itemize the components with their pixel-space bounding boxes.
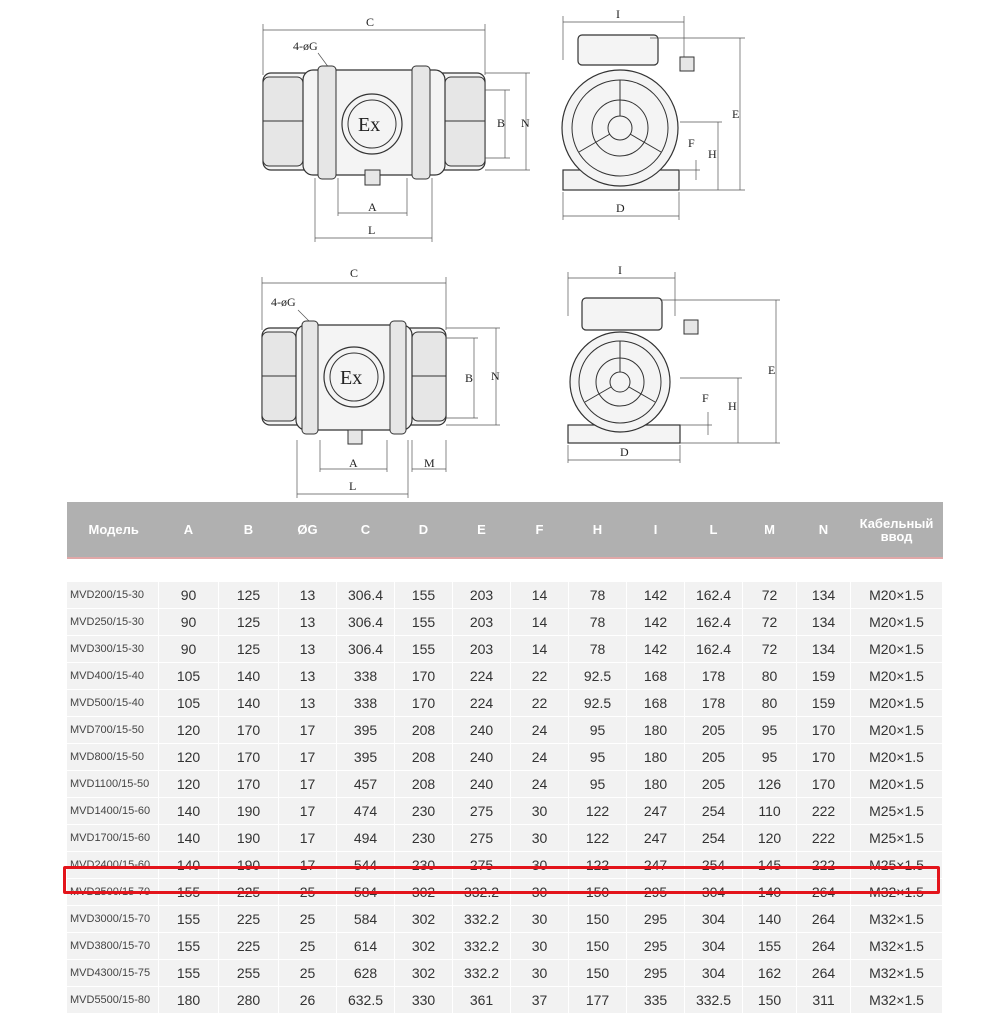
value-cell: 180 xyxy=(627,717,685,744)
model-cell: MVD3000/15-70 xyxy=(67,906,159,933)
value-cell: 92.5 xyxy=(569,663,627,690)
value-cell: 24 xyxy=(511,744,569,771)
table-row xyxy=(67,933,943,960)
table-spacer xyxy=(67,558,943,582)
table-row xyxy=(67,690,943,717)
value-cell: 254 xyxy=(685,852,743,879)
value-cell: 628 xyxy=(337,960,395,987)
table-row xyxy=(67,717,943,744)
value-cell: 208 xyxy=(395,744,453,771)
value-cell: 140 xyxy=(743,879,797,906)
value-cell: 295 xyxy=(627,906,685,933)
value-cell: 13 xyxy=(279,636,337,663)
value-cell: 150 xyxy=(569,933,627,960)
model-cell: MVD300/15-30 xyxy=(67,636,159,663)
value-cell: 17 xyxy=(279,852,337,879)
value-cell: 240 xyxy=(453,744,511,771)
value-cell: 162.4 xyxy=(685,582,743,609)
dim-label-e: E xyxy=(732,107,740,121)
header-cell: I xyxy=(627,502,685,558)
value-cell: M25×1.5 xyxy=(851,825,943,852)
table-row xyxy=(67,582,943,609)
value-cell: 295 xyxy=(627,879,685,906)
model-cell: MVD700/15-50 xyxy=(67,717,159,744)
value-cell: 30 xyxy=(511,825,569,852)
value-cell: 247 xyxy=(627,825,685,852)
header-cell: M xyxy=(743,502,797,558)
value-cell: 17 xyxy=(279,798,337,825)
value-cell: 105 xyxy=(159,690,219,717)
value-cell: 25 xyxy=(279,879,337,906)
dim-label-l: L xyxy=(349,479,357,493)
value-cell: 230 xyxy=(395,798,453,825)
value-cell: 208 xyxy=(395,717,453,744)
ex-marking-bottom: Ex xyxy=(340,367,363,389)
header-cell: Модель xyxy=(67,502,159,558)
model-cell: MVD1700/15-60 xyxy=(67,825,159,852)
value-cell: 332.5 xyxy=(685,987,743,1014)
value-cell: 332.2 xyxy=(453,933,511,960)
side-view-bottom xyxy=(568,263,780,463)
value-cell: 140 xyxy=(159,825,219,852)
dim-label-a: A xyxy=(368,200,377,214)
value-cell: 13 xyxy=(279,582,337,609)
value-cell: 264 xyxy=(797,906,851,933)
table-row xyxy=(67,798,943,825)
value-cell: 142 xyxy=(627,636,685,663)
value-cell: 125 xyxy=(219,636,279,663)
value-cell: 240 xyxy=(453,771,511,798)
value-cell: 155 xyxy=(395,636,453,663)
value-cell: 155 xyxy=(743,933,797,960)
model-cell: MVD1400/15-60 xyxy=(67,798,159,825)
value-cell: 280 xyxy=(219,987,279,1014)
value-cell: 72 xyxy=(743,582,797,609)
value-cell: 26 xyxy=(279,987,337,1014)
value-cell: M32×1.5 xyxy=(851,906,943,933)
value-cell: 264 xyxy=(797,933,851,960)
value-cell: 225 xyxy=(219,933,279,960)
value-cell: 13 xyxy=(279,663,337,690)
value-cell: 240 xyxy=(453,717,511,744)
value-cell: 168 xyxy=(627,690,685,717)
table-header-row xyxy=(67,502,943,558)
value-cell: 95 xyxy=(569,771,627,798)
header-cell: H xyxy=(569,502,627,558)
value-cell: 14 xyxy=(511,609,569,636)
value-cell: 37 xyxy=(511,987,569,1014)
value-cell: 338 xyxy=(337,690,395,717)
model-cell: MVD2400/15-60 xyxy=(67,852,159,879)
value-cell: 203 xyxy=(453,582,511,609)
table-row xyxy=(67,825,943,852)
table-row xyxy=(67,771,943,798)
value-cell: 395 xyxy=(337,744,395,771)
value-cell: 25 xyxy=(279,906,337,933)
value-cell: 142 xyxy=(627,609,685,636)
dim-label-d: D xyxy=(616,201,625,215)
value-cell: 30 xyxy=(511,879,569,906)
value-cell: 170 xyxy=(219,744,279,771)
value-cell: 306.4 xyxy=(337,582,395,609)
value-cell: 150 xyxy=(743,987,797,1014)
table-row xyxy=(67,906,943,933)
header-cell: F xyxy=(511,502,569,558)
value-cell: 122 xyxy=(569,798,627,825)
header-cell: E xyxy=(453,502,511,558)
value-cell: 142 xyxy=(627,582,685,609)
header-cell: N xyxy=(797,502,851,558)
dim-label-i: I xyxy=(618,263,622,277)
value-cell: 224 xyxy=(453,663,511,690)
value-cell: 205 xyxy=(685,717,743,744)
value-cell: 25 xyxy=(279,960,337,987)
value-cell: 295 xyxy=(627,960,685,987)
dim-label-i: I xyxy=(616,7,620,21)
value-cell: 304 xyxy=(685,879,743,906)
value-cell: 162.4 xyxy=(685,609,743,636)
value-cell: 140 xyxy=(219,663,279,690)
dim-label-n: N xyxy=(491,369,500,383)
value-cell: 120 xyxy=(743,825,797,852)
value-cell: 22 xyxy=(511,690,569,717)
value-cell: 122 xyxy=(569,825,627,852)
value-cell: 134 xyxy=(797,582,851,609)
value-cell: 304 xyxy=(685,906,743,933)
value-cell: 335 xyxy=(627,987,685,1014)
value-cell: 203 xyxy=(453,636,511,663)
value-cell: M20×1.5 xyxy=(851,717,943,744)
value-cell: 632.5 xyxy=(337,987,395,1014)
value-cell: 30 xyxy=(511,933,569,960)
value-cell: 180 xyxy=(627,744,685,771)
value-cell: 14 xyxy=(511,582,569,609)
value-cell: 134 xyxy=(797,609,851,636)
value-cell: 254 xyxy=(685,798,743,825)
value-cell: M20×1.5 xyxy=(851,636,943,663)
value-cell: M32×1.5 xyxy=(851,987,943,1014)
model-cell: MVD4300/15-75 xyxy=(67,960,159,987)
value-cell: M32×1.5 xyxy=(851,933,943,960)
table-row xyxy=(67,636,943,663)
value-cell: M32×1.5 xyxy=(851,879,943,906)
value-cell: 30 xyxy=(511,852,569,879)
table-row xyxy=(67,852,943,879)
value-cell: 544 xyxy=(337,852,395,879)
value-cell: M20×1.5 xyxy=(851,771,943,798)
value-cell: 140 xyxy=(159,798,219,825)
value-cell: 180 xyxy=(627,771,685,798)
dim-label-e: E xyxy=(768,363,776,377)
value-cell: 22 xyxy=(511,663,569,690)
value-cell: M25×1.5 xyxy=(851,852,943,879)
value-cell: 255 xyxy=(219,960,279,987)
value-cell: 155 xyxy=(159,906,219,933)
value-cell: 614 xyxy=(337,933,395,960)
value-cell: 205 xyxy=(685,771,743,798)
value-cell: 170 xyxy=(797,744,851,771)
value-cell: 155 xyxy=(395,609,453,636)
value-cell: 120 xyxy=(159,717,219,744)
value-cell: 190 xyxy=(219,852,279,879)
value-cell: 155 xyxy=(159,933,219,960)
value-cell: 330 xyxy=(395,987,453,1014)
value-cell: 14 xyxy=(511,636,569,663)
dim-label-a: A xyxy=(349,456,358,470)
value-cell: 150 xyxy=(569,879,627,906)
model-cell: MVD3800/15-70 xyxy=(67,933,159,960)
table-row xyxy=(67,960,943,987)
value-cell: 332.2 xyxy=(453,906,511,933)
table-body xyxy=(67,558,943,1014)
value-cell: 170 xyxy=(797,771,851,798)
value-cell: 332.2 xyxy=(453,960,511,987)
value-cell: M20×1.5 xyxy=(851,663,943,690)
value-cell: 140 xyxy=(219,690,279,717)
value-cell: 78 xyxy=(569,636,627,663)
value-cell: 168 xyxy=(627,663,685,690)
value-cell: 13 xyxy=(279,690,337,717)
value-cell: 122 xyxy=(569,852,627,879)
value-cell: 95 xyxy=(743,744,797,771)
value-cell: 17 xyxy=(279,771,337,798)
value-cell: 150 xyxy=(569,906,627,933)
value-cell: 361 xyxy=(453,987,511,1014)
value-cell: M32×1.5 xyxy=(851,960,943,987)
model-cell: MVD800/15-50 xyxy=(67,744,159,771)
value-cell: 222 xyxy=(797,825,851,852)
dim-label-m: M xyxy=(424,456,435,470)
value-cell: 230 xyxy=(395,852,453,879)
value-cell: 170 xyxy=(797,717,851,744)
value-cell: 30 xyxy=(511,798,569,825)
value-cell: 224 xyxy=(453,690,511,717)
model-cell: MVD5500/15-80 xyxy=(67,987,159,1014)
value-cell: M20×1.5 xyxy=(851,582,943,609)
value-cell: 177 xyxy=(569,987,627,1014)
value-cell: 222 xyxy=(797,798,851,825)
side-view-top xyxy=(562,7,745,220)
value-cell: 247 xyxy=(627,798,685,825)
value-cell: 225 xyxy=(219,906,279,933)
value-cell: 295 xyxy=(627,933,685,960)
dim-label-b: B xyxy=(465,371,474,385)
value-cell: 584 xyxy=(337,906,395,933)
value-cell: 120 xyxy=(159,744,219,771)
value-cell: 304 xyxy=(685,960,743,987)
value-cell: 155 xyxy=(159,960,219,987)
dim-label-c: C xyxy=(350,266,359,280)
value-cell: 170 xyxy=(219,717,279,744)
value-cell: 203 xyxy=(453,609,511,636)
dim-label-c: C xyxy=(366,15,375,29)
table-row xyxy=(67,744,943,771)
value-cell: M25×1.5 xyxy=(851,798,943,825)
value-cell: 306.4 xyxy=(337,636,395,663)
value-cell: 125 xyxy=(219,609,279,636)
value-cell: 180 xyxy=(159,987,219,1014)
value-cell: 304 xyxy=(685,933,743,960)
table-row xyxy=(67,609,943,636)
value-cell: 140 xyxy=(159,852,219,879)
value-cell: 311 xyxy=(797,987,851,1014)
model-cell: MVD1100/15-50 xyxy=(67,771,159,798)
value-cell: 208 xyxy=(395,771,453,798)
value-cell: 170 xyxy=(395,690,453,717)
value-cell: 190 xyxy=(219,825,279,852)
value-cell: 13 xyxy=(279,609,337,636)
technical-drawings xyxy=(0,0,1000,500)
value-cell: 494 xyxy=(337,825,395,852)
value-cell: 264 xyxy=(797,960,851,987)
value-cell: 474 xyxy=(337,798,395,825)
value-cell: 155 xyxy=(159,879,219,906)
value-cell: 170 xyxy=(219,771,279,798)
value-cell: 162.4 xyxy=(685,636,743,663)
value-cell: 275 xyxy=(453,825,511,852)
value-cell: 150 xyxy=(569,960,627,987)
header-cell: D xyxy=(395,502,453,558)
value-cell: M20×1.5 xyxy=(851,690,943,717)
dim-label-h: H xyxy=(708,147,717,161)
value-cell: 126 xyxy=(743,771,797,798)
dim-label-n: N xyxy=(521,116,530,130)
front-view-top xyxy=(263,15,530,242)
value-cell: 306.4 xyxy=(337,609,395,636)
value-cell: 120 xyxy=(159,771,219,798)
value-cell: 170 xyxy=(395,663,453,690)
value-cell: 275 xyxy=(453,798,511,825)
header-cell: L xyxy=(685,502,743,558)
value-cell: 145 xyxy=(743,852,797,879)
value-cell: 302 xyxy=(395,960,453,987)
value-cell: 395 xyxy=(337,717,395,744)
value-cell: 205 xyxy=(685,744,743,771)
value-cell: 17 xyxy=(279,825,337,852)
value-cell: 457 xyxy=(337,771,395,798)
dim-label-g: 4-øG xyxy=(293,39,318,53)
header-cell: A xyxy=(159,502,219,558)
value-cell: 155 xyxy=(395,582,453,609)
value-cell: 302 xyxy=(395,879,453,906)
header-cell: C xyxy=(337,502,395,558)
value-cell: 584 xyxy=(337,879,395,906)
value-cell: 80 xyxy=(743,690,797,717)
value-cell: 275 xyxy=(453,852,511,879)
value-cell: 190 xyxy=(219,798,279,825)
value-cell: 78 xyxy=(569,609,627,636)
value-cell: 134 xyxy=(797,636,851,663)
value-cell: 80 xyxy=(743,663,797,690)
value-cell: 332.2 xyxy=(453,879,511,906)
dim-label-g: 4-øG xyxy=(271,295,296,309)
value-cell: 90 xyxy=(159,582,219,609)
table-row xyxy=(67,879,943,906)
value-cell: 30 xyxy=(511,960,569,987)
ex-marking-top: Ex xyxy=(358,114,381,136)
value-cell: M20×1.5 xyxy=(851,744,943,771)
value-cell: 105 xyxy=(159,663,219,690)
header-cell: Кабельный ввод xyxy=(851,502,943,558)
value-cell: 92.5 xyxy=(569,690,627,717)
dim-label-l: L xyxy=(368,223,376,237)
model-cell: MVD250/15-30 xyxy=(67,609,159,636)
value-cell: 95 xyxy=(569,717,627,744)
value-cell: M20×1.5 xyxy=(851,609,943,636)
value-cell: 178 xyxy=(685,690,743,717)
header-cell: B xyxy=(219,502,279,558)
model-cell: MVD200/15-30 xyxy=(67,582,159,609)
value-cell: 264 xyxy=(797,879,851,906)
value-cell: 72 xyxy=(743,636,797,663)
model-cell: MVD2500/15-70 xyxy=(67,879,159,906)
value-cell: 254 xyxy=(685,825,743,852)
table-row xyxy=(67,987,943,1014)
value-cell: 17 xyxy=(279,744,337,771)
value-cell: 302 xyxy=(395,906,453,933)
value-cell: 225 xyxy=(219,879,279,906)
value-cell: 125 xyxy=(219,582,279,609)
value-cell: 247 xyxy=(627,852,685,879)
value-cell: 78 xyxy=(569,582,627,609)
model-cell: MVD400/15-40 xyxy=(67,663,159,690)
dim-label-f: F xyxy=(702,391,709,405)
value-cell: 140 xyxy=(743,906,797,933)
value-cell: 338 xyxy=(337,663,395,690)
value-cell: 72 xyxy=(743,609,797,636)
value-cell: 95 xyxy=(569,744,627,771)
value-cell: 95 xyxy=(743,717,797,744)
value-cell: 222 xyxy=(797,852,851,879)
value-cell: 162 xyxy=(743,960,797,987)
value-cell: 159 xyxy=(797,663,851,690)
front-view-bottom xyxy=(262,266,500,498)
header-cell: ØG xyxy=(279,502,337,558)
value-cell: 178 xyxy=(685,663,743,690)
dim-label-d: D xyxy=(620,445,629,459)
value-cell: 24 xyxy=(511,771,569,798)
value-cell: 17 xyxy=(279,717,337,744)
value-cell: 302 xyxy=(395,933,453,960)
value-cell: 24 xyxy=(511,717,569,744)
value-cell: 25 xyxy=(279,933,337,960)
model-cell: MVD500/15-40 xyxy=(67,690,159,717)
dim-label-b: B xyxy=(497,116,506,130)
table-row xyxy=(67,663,943,690)
spec-table xyxy=(66,502,943,1014)
value-cell: 230 xyxy=(395,825,453,852)
value-cell: 110 xyxy=(743,798,797,825)
value-cell: 159 xyxy=(797,690,851,717)
dim-label-f: F xyxy=(688,136,695,150)
value-cell: 90 xyxy=(159,636,219,663)
dim-label-h: H xyxy=(728,399,737,413)
value-cell: 90 xyxy=(159,609,219,636)
value-cell: 30 xyxy=(511,906,569,933)
